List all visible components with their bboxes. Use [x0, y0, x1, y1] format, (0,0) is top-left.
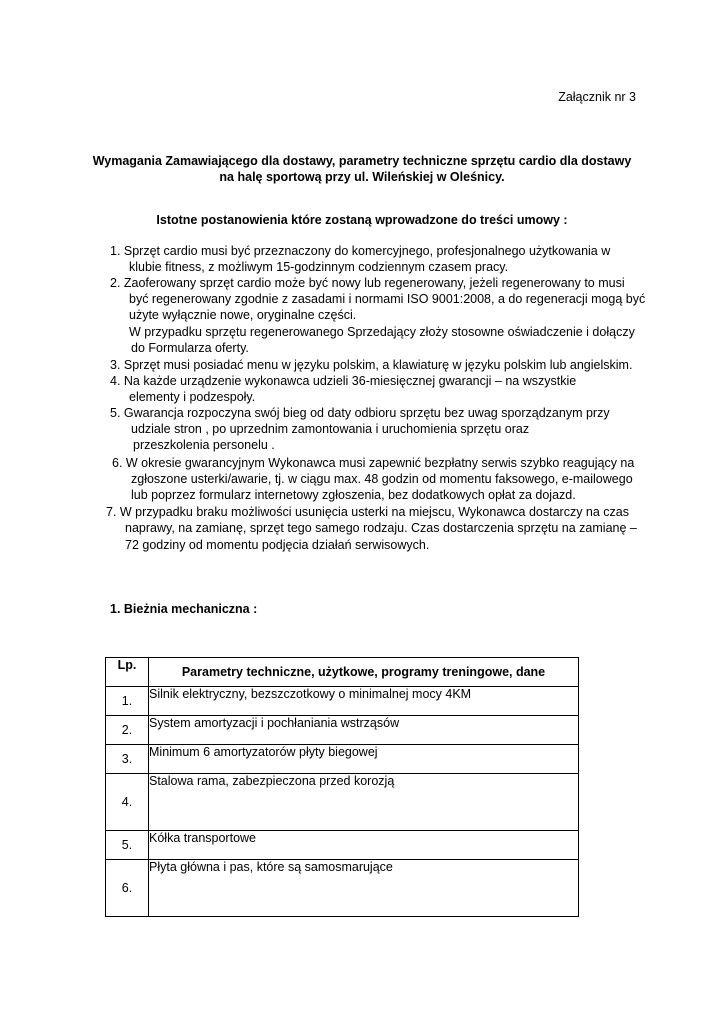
row-description: Kółka transportowe [149, 831, 579, 860]
document-title-line-1: Wymagania Zamawiającego dla dostawy, parametry techniczne sprzętu cardio dla dostawy [92, 154, 632, 168]
table-row [106, 716, 579, 745]
document-title-line-2: na halę sportową przy ul. Wileńskiej w Oleśnicy. [219, 170, 505, 184]
list-line: elementy i podzespoły. [129, 390, 256, 404]
column-header-lp: Lp. [106, 658, 149, 687]
row-description: Silnik elektryczny, bezszczotkowy o minimalnej mocy 4KM [149, 687, 579, 716]
list-line: 1. Sprzęt cardio musi być przeznaczony do komercyjnego, profesjonalnego użytkowania w [110, 244, 611, 258]
list-line: udziale stron , po uprzednim zamontowania i uruchomienia sprzętu oraz [131, 422, 530, 436]
section-heading: 1. Bieżnia mechaniczna : [110, 602, 258, 616]
list-line: 5. Gwarancja rozpoczyna swój bieg od daty odbioru sprzętu bez uwag sporządzanym przy [110, 406, 610, 420]
row-number: 6. [106, 860, 149, 917]
list-line: 6. W okresie gwarancyjnym Wykonawca musi zapewnić bezpłatny serwis szybko reagujący na [112, 456, 635, 470]
row-number: 2. [106, 716, 149, 745]
row-description: Minimum 6 amortyzatorów płyty biegowej [149, 745, 579, 774]
list-line: 2. Zaoferowany sprzęt cardio może być nowy lub regenerowany, jeżeli regenerowany to musi [110, 276, 625, 290]
list-line: 72 godziny od momentu podjęcia działań serwisowych. [125, 538, 430, 552]
row-number: 5. [106, 831, 149, 860]
row-number: 3. [106, 745, 149, 774]
list-line: naprawy, na zamianę, sprzęt tego samego rodzaju. Czas dostarczenia sprzętu na zamianę – [125, 521, 637, 535]
list-line: być regenerowany zgodnie z zasadami i normami ISO 9001:2008, a do regeneracji mogą być [129, 292, 646, 306]
table-row [106, 860, 579, 917]
row-number: 4. [106, 774, 149, 831]
row-description: Płyta główna i pas, które są samosmarujące [149, 860, 579, 917]
table-row [106, 831, 579, 860]
list-line: zgłoszone usterki/awarie, tj. w ciągu max. 48 godzin od momentu faksowego, e-mailowego [131, 472, 633, 486]
table-row [106, 745, 579, 774]
table-row [106, 687, 579, 716]
list-line: W przypadku sprzętu regenerowanego Sprzedający złoży stosowne oświadczenie i dołączy [129, 325, 635, 339]
list-line: klubie fitness, z możliwym 15-godzinnym codziennym czasem pracy. [129, 260, 509, 274]
list-line: 7. W przypadku braku możliwości usunięcia usterki na miejscu, Wykonawca dostarczy na czas [106, 505, 630, 519]
column-header-parameters: Parametry techniczne, użytkowe, programy treningowe, dane [149, 658, 579, 687]
row-description: System amortyzacji i pochłaniania wstrząsów [149, 716, 579, 745]
table-header-row [106, 658, 579, 687]
list-line: lub poprzez formularz internetowy zgłoszenia, bez dodatkowych opłat za dojazd. [131, 488, 576, 502]
table-row [106, 774, 579, 831]
list-line: przeszkolenia personelu . [133, 438, 275, 452]
list-line: 3. Sprzęt musi posiadać menu w języku polskim, a klawiaturę w języku polskim lub angielskim. [110, 358, 633, 372]
list-line: 4. Na każde urządzenie wykonawca udzieli 36-miesięcznej gwarancji – na wszystkie [110, 374, 577, 388]
document-subtitle: Istotne postanowienia które zostaną wprowadzone do treści umowy : [156, 213, 568, 227]
annex-label: Załącznik nr 3 [558, 90, 636, 104]
list-line: użyte wyłącznie nowe, oryginalne części. [129, 308, 357, 322]
parameters-table [105, 657, 579, 917]
row-number: 1. [106, 687, 149, 716]
row-description: Stalowa rama, zabezpieczona przed korozją [149, 774, 579, 831]
list-line: do Formularza oferty. [131, 341, 249, 355]
